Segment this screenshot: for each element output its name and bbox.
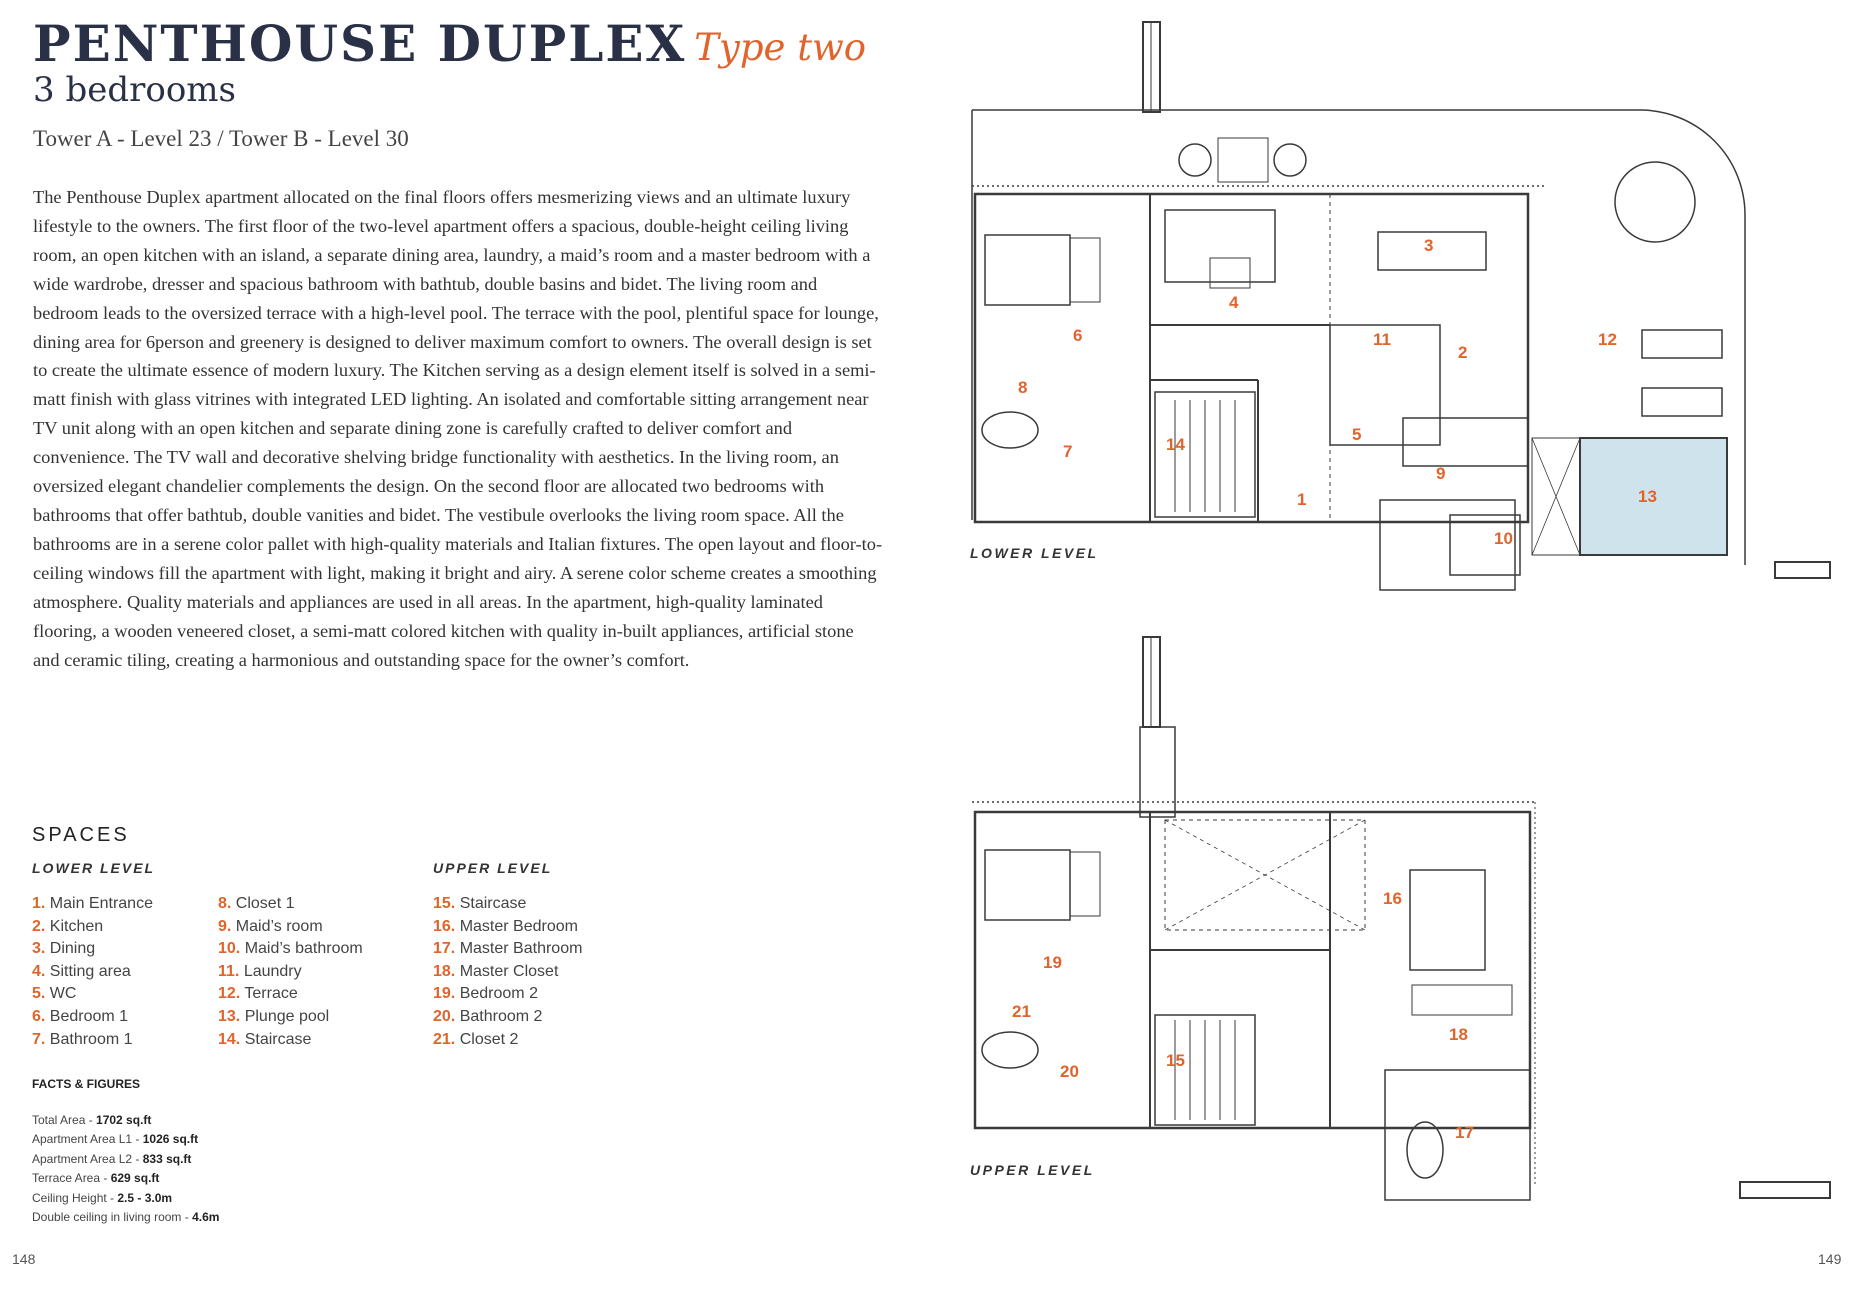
list-item: 2. Kitchen [32, 917, 104, 935]
upper-level-heading: UPPER LEVEL [433, 860, 553, 876]
facts-heading: FACTS & FIGURES [32, 1077, 141, 1091]
list-item: 7. Bathroom 1 [32, 1030, 133, 1048]
fact-item: Terrace Area - 629 sq.ft [32, 1171, 160, 1186]
fact-item: Ceiling Height - 2.5 - 3.0m [32, 1190, 173, 1205]
list-item: 21. Closet 2 [433, 1030, 519, 1048]
list-item: 8. Closet 1 [218, 895, 295, 912]
fact-item: Apartment Area L1 - 1026 sq.ft [32, 1132, 199, 1147]
list-item: 16. Master Bedroom [433, 917, 578, 935]
upper-level-plan [972, 637, 1830, 1200]
room-number: 4 [1229, 293, 1239, 312]
room-number: 2 [1458, 343, 1468, 362]
room-number: 20 [1060, 1062, 1079, 1081]
list-item: 20. Bathroom 2 [433, 1007, 543, 1025]
lower-level-plan [972, 22, 1830, 590]
list-item: 5. WC [32, 985, 77, 1003]
room-number: 9 [1436, 464, 1446, 483]
list-item: 14. Staircase [218, 1030, 312, 1048]
description-paragraph: The Penthouse Duplex apartment allocated on the final floors offers mesmerizing views and an ultimate luxury lifestyle to the owners. The first floor of the two-level apartment offers a spacious, double-height ceiling living room, an open kitchen with an island, a separate dining area, laundry, a maid’s room and a master bedroom with a wide wardrobe, dresser and spacious bathroom with bathtub, double basins and bidet. The living room and bedroom leads to the oversized terrace with a high-level pool. The terrace with the pool, plentiful space for lounge, dining area for 6person and greenery is designed to deliver maximum comfort to owners. The overall design is set to create the ultimate essence of modern luxury. The Kitchen serving as a design element itself is solved in a semi-matt finish with glass vitrines with integrated LED lighting. An isolated and comfortable sitting arrangement near TV unit along with an open kitchen and separate dining zone is carefully crafted to deliver comfort and convenience. The TV wall and decorative shelving bridge functionality with aesthetics. In the living room, an oversized elegant chandelier complements the design. On the second floor are allocated two bedrooms with bathrooms that offer bathtub, double vanities and bidet. The vestibule overlooks the living room space. All the bathrooms are in a serene color pallet with high-quality materials and Italian fixtures. The open layout and floor-to-ceiling windows fill the apartment with light, making it bright and airy. A serene color scheme creates a smoothing atmosphere. Quality materials and appliances are used in all areas. In the apartment, high-quality laminated flooring, a wooden veneered closet, a semi-matt colored kitchen with quality in-built appliances, artificial stone and ceramic tiling, creating a harmonious and outstanding space for the owner’s comfort. [33, 187, 883, 670]
room-number: 14 [1166, 435, 1185, 454]
fact-item: Double ceiling in living room - 4.6m [32, 1209, 220, 1224]
room-number: 8 [1018, 378, 1028, 397]
room-number: 13 [1638, 487, 1657, 506]
room-number: 3 [1424, 236, 1434, 255]
list-item: 18. Master Closet [433, 962, 559, 980]
fact-item: Total Area - 1702 sq.ft [32, 1113, 152, 1127]
type-label: Type two [694, 26, 867, 69]
list-item: 12. Terrace [218, 985, 298, 1003]
upper-level-plan-label: UPPER LEVEL [970, 1162, 1095, 1178]
room-number: 6 [1073, 326, 1083, 345]
tower-location: Tower A - Level 23 / Tower B - Level 30 [33, 126, 409, 151]
title-text: PENTHOUSE DUPLEX [33, 14, 687, 73]
page-number-right: 149 [1818, 1251, 1842, 1267]
room-number: 12 [1598, 330, 1617, 349]
list-item: 10. Maid’s bathroom [218, 940, 363, 958]
list-item: 15. Staircase [433, 895, 527, 912]
list-item: 13. Plunge pool [218, 1007, 330, 1025]
bedroom-count: 3 bedrooms [33, 70, 236, 110]
room-number: 11 [1373, 330, 1391, 349]
list-item: 6. Bedroom 1 [32, 1007, 129, 1025]
room-number: 5 [1352, 425, 1362, 444]
list-item: 17. Master Bathroom [433, 940, 583, 958]
lower-level-plan-label: LOWER LEVEL [970, 545, 1099, 561]
list-item: 9. Maid’s room [218, 917, 323, 935]
room-number: 17 [1455, 1123, 1474, 1142]
list-item: 1. Main Entrance [32, 895, 153, 912]
lower-level-heading: LOWER LEVEL [32, 860, 156, 876]
list-item: 11. Laundry [218, 962, 302, 980]
room-number: 18 [1449, 1025, 1468, 1044]
spaces-heading: SPACES [32, 824, 130, 846]
list-item: 19. Bedroom 2 [433, 985, 538, 1003]
list-item: 3. Dining [32, 940, 96, 958]
list-item: 4. Sitting area [32, 962, 131, 980]
room-number: 15 [1166, 1051, 1185, 1070]
room-number: 16 [1383, 889, 1402, 908]
room-number: 10 [1494, 529, 1513, 548]
room-number: 19 [1043, 953, 1062, 972]
page-number-left: 148 [12, 1251, 36, 1267]
fact-item: Apartment Area L2 - 833 sq.ft [32, 1151, 192, 1166]
room-number: 21 [1012, 1002, 1031, 1021]
room-number: 1 [1297, 490, 1307, 509]
room-number: 7 [1063, 442, 1073, 461]
